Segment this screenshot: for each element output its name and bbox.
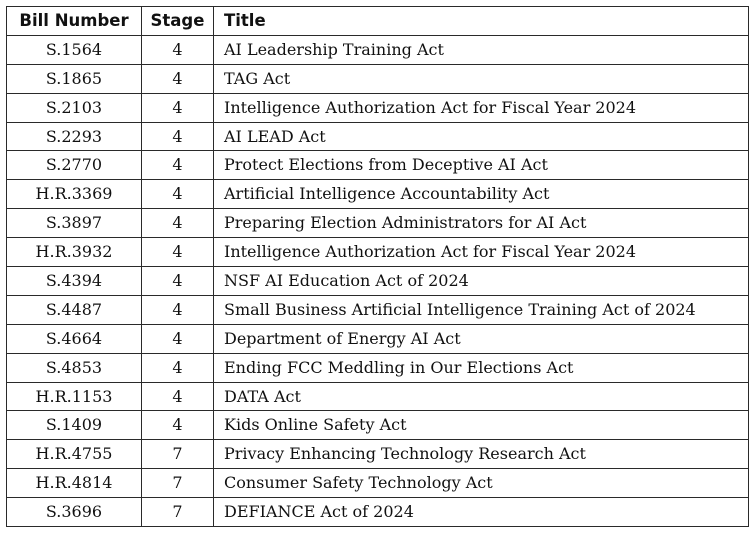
stage-cell: 4: [142, 324, 214, 353]
bill-number-cell: H.R.4755: [7, 440, 142, 469]
table-row: [7, 93, 749, 122]
table-row: [7, 411, 749, 440]
title-cell: AI LEAD Act: [214, 122, 749, 151]
table-row: [7, 295, 749, 324]
header-stage: Stage: [142, 7, 214, 36]
bill-number-cell: S.4487: [7, 295, 142, 324]
table-row: [7, 382, 749, 411]
table-row: [7, 324, 749, 353]
table-row: [7, 267, 749, 296]
title-cell: DATA Act: [214, 382, 749, 411]
bill-number-cell: H.R.4814: [7, 469, 142, 498]
title-cell: Department of Energy AI Act: [214, 324, 749, 353]
title-cell: Intelligence Authorization Act for Fiscal Year 2024: [214, 93, 749, 122]
stage-cell: 4: [142, 35, 214, 64]
bill-number-cell: S.4853: [7, 353, 142, 382]
stage-cell: 4: [142, 295, 214, 324]
table-row: [7, 151, 749, 180]
stage-cell: 4: [142, 411, 214, 440]
table-row: [7, 440, 749, 469]
bill-number-cell: S.2770: [7, 151, 142, 180]
title-cell: Protect Elections from Deceptive AI Act: [214, 151, 749, 180]
stage-cell: 4: [142, 180, 214, 209]
table-row: [7, 122, 749, 151]
table-row: [7, 353, 749, 382]
table-row: [7, 469, 749, 498]
title-cell: Preparing Election Administrators for AI Act: [214, 209, 749, 238]
bill-number-cell: S.3696: [7, 498, 142, 527]
bill-number-cell: S.3897: [7, 209, 142, 238]
header-row: [7, 7, 749, 36]
title-cell: NSF AI Education Act of 2024: [214, 267, 749, 296]
stage-cell: 7: [142, 469, 214, 498]
bill-number-cell: H.R.3932: [7, 238, 142, 267]
stage-cell: 4: [142, 353, 214, 382]
bill-number-cell: S.4664: [7, 324, 142, 353]
bill-number-cell: S.1865: [7, 64, 142, 93]
title-cell: Kids Online Safety Act: [214, 411, 749, 440]
bills-table: [6, 6, 749, 527]
title-cell: Intelligence Authorization Act for Fiscal Year 2024: [214, 238, 749, 267]
bill-number-cell: S.4394: [7, 267, 142, 296]
title-cell: DEFIANCE Act of 2024: [214, 498, 749, 527]
bill-number-cell: H.R.1153: [7, 382, 142, 411]
table-header: [7, 7, 749, 36]
bill-number-cell: S.2293: [7, 122, 142, 151]
stage-cell: 7: [142, 440, 214, 469]
header-title: Title: [214, 7, 749, 36]
stage-cell: 4: [142, 93, 214, 122]
title-cell: Ending FCC Meddling in Our Elections Act: [214, 353, 749, 382]
table-row: [7, 498, 749, 527]
title-cell: AI Leadership Training Act: [214, 35, 749, 64]
title-cell: Small Business Artificial Intelligence Training Act of 2024: [214, 295, 749, 324]
title-cell: Artificial Intelligence Accountability Act: [214, 180, 749, 209]
table-row: [7, 238, 749, 267]
table-row: [7, 209, 749, 238]
bill-number-cell: S.1409: [7, 411, 142, 440]
table-row: [7, 35, 749, 64]
bill-number-cell: S.2103: [7, 93, 142, 122]
title-cell: Privacy Enhancing Technology Research Act: [214, 440, 749, 469]
stage-cell: 4: [142, 238, 214, 267]
header-bill-number: Bill Number: [7, 7, 142, 36]
stage-cell: 4: [142, 382, 214, 411]
title-cell: Consumer Safety Technology Act: [214, 469, 749, 498]
stage-cell: 4: [142, 151, 214, 180]
stage-cell: 4: [142, 122, 214, 151]
table-row: [7, 180, 749, 209]
bill-number-cell: H.R.3369: [7, 180, 142, 209]
stage-cell: 4: [142, 209, 214, 238]
bill-number-cell: S.1564: [7, 35, 142, 64]
table-body: [7, 35, 749, 526]
stage-cell: 4: [142, 64, 214, 93]
stage-cell: 4: [142, 267, 214, 296]
stage-cell: 7: [142, 498, 214, 527]
table-row: [7, 64, 749, 93]
title-cell: TAG Act: [214, 64, 749, 93]
